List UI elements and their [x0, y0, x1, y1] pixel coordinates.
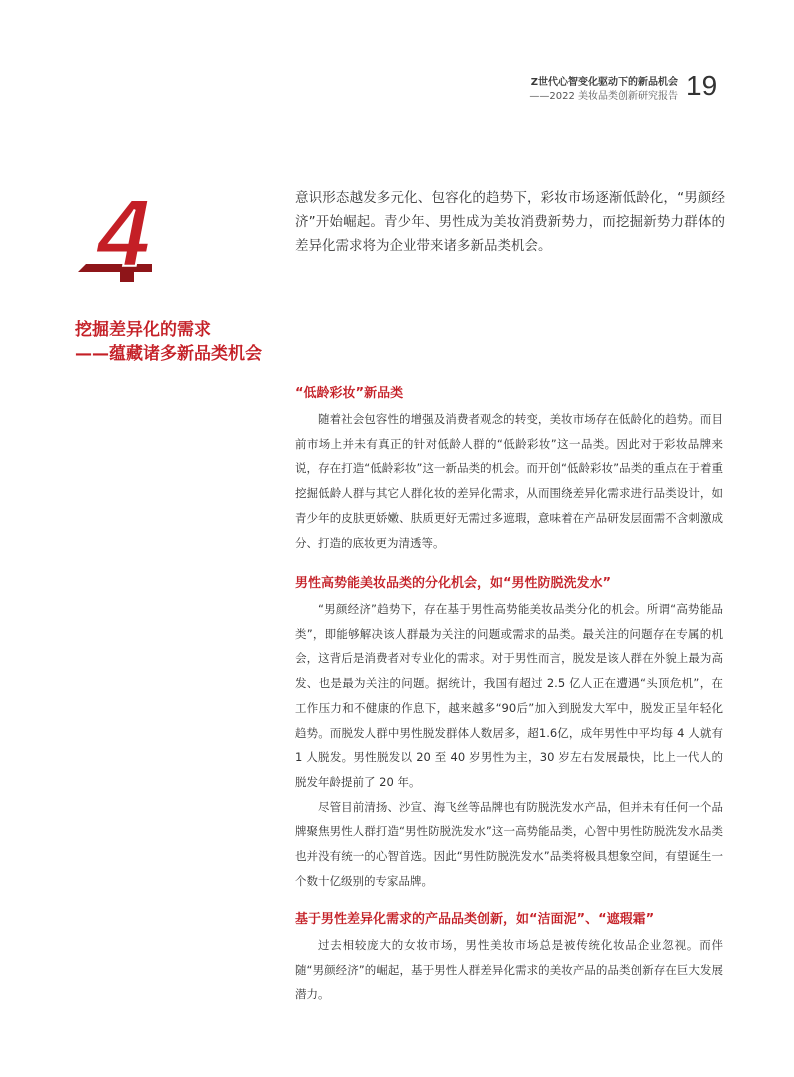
block-paragraph: “男颜经济”趋势下，存在基于男性高势能美妆品类分化的机会。所谓“高势能品类”，即能够解决该人群最为关注的问题或需求的品类。最关注的问题存在专属的机会，这背后是消费者对专业化的需求。对于男性而言，脱发是该人群在外貌上最为高发、也是最为关注的问题。据统计，我国有超过 2.5 亿人正在遭遇“头顶危机”，在工作压力和不健康的作息下，越来越多“90后”加入到脱发大军中，脱发正呈年轻化趋势。而脱发人群中男性脱发群体人数居多，超1.6亿，成年男性中平均每 4 人就有 1 人脱发。男性脱发以 20 至 40 岁男性为主，30 岁左右发展最快，比上一代人的脱发年龄提前了 20 年。: [295, 602, 723, 789]
block-heading: 基于男性差异化需求的产品品类创新，如“洁面泥”、“遮瑕霜”: [295, 912, 655, 927]
intro-paragraph: 意识形态越发多元化、包容化的趋势下，彩妆市场逐渐低龄化，“男颜经济”开始崛起。青少年、男性成为美妆消费新势力，而挖掘新势力群体的差异化需求将为企业带来诸多新品类机会。: [295, 190, 725, 254]
section-number-digit: 4: [97, 196, 151, 287]
section-number-graphic: [72, 196, 182, 288]
section-title: [75, 318, 262, 366]
running-header: [529, 76, 678, 104]
block-heading: 男性高势能美妆品类的分化机会，如“男性防脱洗发水”: [295, 576, 612, 591]
page-number: 19: [686, 70, 718, 101]
content-block-male-anti-hairloss: [295, 573, 723, 893]
block-paragraph: 随着社会包容性的增强及消费者观念的转变，美妆市场存在低龄化的趋势。而目前市场上并未有真正的针对低龄人群的“低龄彩妆”这一品类。因此对于彩妆品牌来说，存在打造“低龄彩妆”这一新品类的机会。而开创“低龄彩妆”品类的重点在于着重挖掘低龄人群与其它人群化妆的差异化需求，从而围绕差异化需求进行品类设计，如青少年的皮肤更娇嫩、肤质更好无需过多遮瑕，意味着在产品研发层面需不含刺激成分、打造的底妆更为清透等。: [295, 412, 723, 550]
content-block-low-age-makeup: [295, 383, 723, 555]
content-block-male-product-innovation: [295, 909, 723, 1007]
section-title-line2: ——蕴藏诸多新品类机会: [75, 344, 262, 364]
report-subtitle: ——2022 美妆品类创新研究报告: [529, 91, 678, 102]
section-title-line1: 挖掘差异化的需求: [75, 320, 211, 340]
block-paragraph: 尽管目前清扬、沙宣、海飞丝等品牌也有防脱洗发水产品，但并未有任何一个品牌聚焦男性人群打造“男性防脱洗发水”这一高势能品类，心智中男性防脱洗发水品类也并没有统一的心智首选。因此“男性防脱洗发水”品类将极具想象空间，有望诞生一个数十亿级别的专家品牌。: [295, 799, 723, 888]
report-title: Z世代心智变化驱动下的新品机会: [530, 77, 678, 88]
block-paragraph: 过去相较庞大的女妆市场，男性美妆市场总是被传统化妆品企业忽视。而伴随“男颜经济”的崛起，基于男性人群差异化需求的美妆产品的品类创新存在巨大发展潜力。: [295, 938, 723, 1002]
block-heading: “低龄彩妆”新品类: [295, 386, 404, 401]
